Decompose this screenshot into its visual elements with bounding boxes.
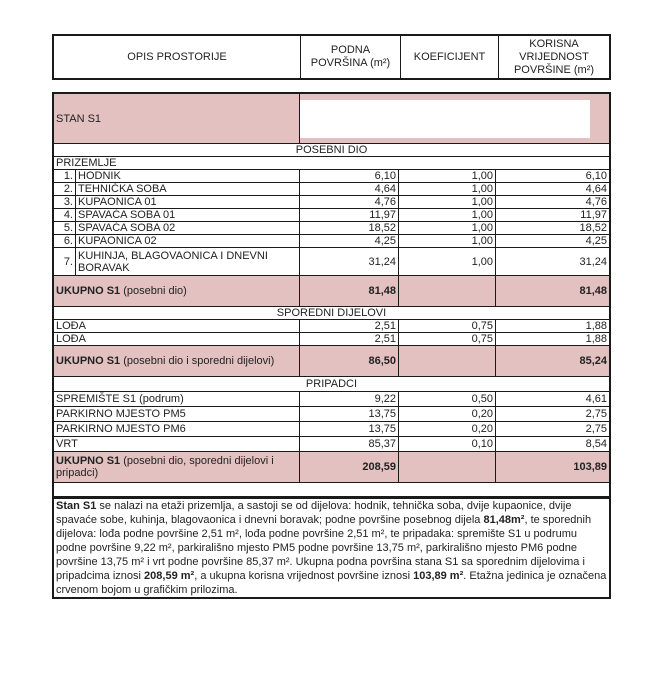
area-table xyxy=(52,92,611,599)
row-value: 2,75 xyxy=(585,408,607,420)
description-text xyxy=(54,497,609,597)
row-name: SPREMIŠTE S1 (podrum) xyxy=(54,392,300,406)
row-name: PARKIRNO MJESTO PM6 xyxy=(54,422,300,436)
header-podna xyxy=(301,36,401,78)
section-title-posebni: POSEBNI DIO xyxy=(295,144,368,156)
desc-text-1: se nalazi na etaži prizemlja, a sastoji se od dijelova: hodnik, tehnička soba, dvije kupaonice, dvije spavaće sobe, kuhinja, blagovaonica i dnevni boravak; podne površine posebnog dijela xyxy=(56,500,572,526)
row-index: 3. xyxy=(54,196,76,208)
row-area: 2,51 xyxy=(300,333,399,345)
row-index: 6. xyxy=(54,235,76,247)
blank-box xyxy=(300,100,590,138)
table-row xyxy=(54,196,609,209)
desc-bold-1: Stan S1 xyxy=(56,500,97,512)
row-coef: 0,75 xyxy=(399,320,496,332)
row-coef: 1,00 xyxy=(399,209,496,221)
table-row xyxy=(54,320,609,333)
total-coef-empty xyxy=(399,346,496,376)
row-coef: 1,00 xyxy=(399,196,496,208)
total-row-pripadci xyxy=(54,452,609,483)
row-name: SPAVAĆA SOBA 02 xyxy=(76,222,300,234)
header-opis xyxy=(54,36,301,78)
row-value: 4,61 xyxy=(585,393,607,405)
total-value: 85,24 xyxy=(579,355,607,367)
total-label xyxy=(54,276,300,306)
row-value: 8,54 xyxy=(585,438,607,450)
row-value: 18,52 xyxy=(579,222,607,234)
table-row xyxy=(54,333,609,346)
row-area: 13,75 xyxy=(300,407,399,421)
row-area: 4,25 xyxy=(300,235,399,247)
total-label xyxy=(54,452,300,482)
row-area: 13,75 xyxy=(300,422,399,436)
row-value: 1,88 xyxy=(585,320,607,332)
row-coef: 1,00 xyxy=(399,222,496,234)
row-name: VRT xyxy=(54,437,300,451)
table-row xyxy=(54,183,609,196)
table-row xyxy=(54,392,609,407)
row-coef: 1,00 xyxy=(399,248,496,275)
header-korisna xyxy=(499,36,609,78)
row-area: 31,24 xyxy=(300,248,399,275)
row-area: 9,22 xyxy=(300,392,399,406)
total-label xyxy=(54,346,300,376)
section-title-pripadci: PRIPADCI xyxy=(305,378,358,390)
header-podna-l1: PODNA xyxy=(330,44,371,56)
row-coef: 1,00 xyxy=(399,235,496,247)
row-area: 4,64 xyxy=(300,183,399,195)
row-area: 85,37 xyxy=(300,437,399,451)
row-value: 31,24 xyxy=(579,255,607,268)
row-name: KUPAONICA 01 xyxy=(76,196,300,208)
row-name: KUPAONICA 02 xyxy=(76,235,300,247)
row-value: 6,10 xyxy=(585,170,607,182)
row-coef: 0,20 xyxy=(399,407,496,421)
desc-bold-3: 208,59 m² xyxy=(144,570,195,582)
row-value: 4,64 xyxy=(585,183,607,195)
total-coef-empty xyxy=(399,452,496,482)
total-label-bold: UKUPNO S1 xyxy=(56,285,121,297)
row-area: 6,10 xyxy=(300,170,399,182)
total-label-rest: (posebni dio, sporedni dijelovi i pripadci) xyxy=(56,455,274,479)
row-value: 4,76 xyxy=(585,196,607,208)
desc-bold-4: 103,89 m² xyxy=(413,570,464,582)
desc-bold-2: 81,48m² xyxy=(483,514,525,526)
table-row xyxy=(54,235,609,248)
header-podna-label xyxy=(311,44,390,70)
total-value: 81,48 xyxy=(579,285,607,297)
section-title-sporedni: SPOREDNI DIJELOVI xyxy=(276,307,387,319)
row-name: SPAVAĆA SOBA 01 xyxy=(76,209,300,221)
table-row xyxy=(54,222,609,235)
table-row xyxy=(54,407,609,422)
total-label-rest: (posebni dio) xyxy=(120,285,187,297)
table-header xyxy=(52,34,611,80)
row-name: HODNIK xyxy=(76,170,300,182)
row-value: 4,25 xyxy=(585,235,607,247)
total-row-posebni xyxy=(54,276,609,307)
floor-label: PRIZEMLJE xyxy=(56,157,117,169)
row-name: TEHNIČKA SOBA xyxy=(76,183,300,195)
header-korisna-l2: VRIJEDNOST xyxy=(519,50,589,63)
table-row xyxy=(54,437,609,452)
total-area: 81,48 xyxy=(300,276,399,306)
row-coef: 1,00 xyxy=(399,170,496,182)
row-index: 7. xyxy=(54,248,76,275)
total-label-bold: UKUPNO S1 xyxy=(56,455,121,467)
row-coef: 0,10 xyxy=(399,437,496,451)
desc-text-2: , te sporednih dijelova: lođa podne površine 2,51 m², lođa podne površine 2,51 m², te pripadaka: spremište S1 u podrumu podne površine 9,22 m², parkirališno mjesto PM5 podne površine 13,75 m², parkirališno mjesto PM6 podne površine 13,75 m² i vrt podne površine 85,37 m². Ukupna podna površina stana S1 sa sporednim dijelovima i pripadcima iznosi xyxy=(56,514,592,582)
description-row xyxy=(54,497,609,597)
header-koeficijent xyxy=(401,36,499,78)
row-coef: 1,00 xyxy=(399,183,496,195)
unit-image-placeholder xyxy=(300,94,609,143)
spacer-row xyxy=(54,483,609,497)
row-value: 1,88 xyxy=(585,333,607,345)
row-area: 18,52 xyxy=(300,222,399,234)
row-value: 2,75 xyxy=(585,423,607,435)
desc-text-4: . Etažna jedinica je označena crvenom bojom u grafičkim prilozima. xyxy=(56,570,607,596)
total-value: 103,89 xyxy=(573,461,607,473)
total-row-sporedni xyxy=(54,346,609,377)
row-coef: 0,20 xyxy=(399,422,496,436)
total-coef-empty xyxy=(399,276,496,306)
table-row xyxy=(54,248,609,276)
total-area: 86,50 xyxy=(300,346,399,376)
row-name: LOĐA xyxy=(54,320,300,332)
row-name: PARKIRNO MJESTO PM5 xyxy=(54,407,300,421)
row-name: KUHINJA, BLAGOVAONICA I DNEVNI BORAVAK xyxy=(76,248,300,275)
table-row xyxy=(54,170,609,183)
header-opis-label: OPIS PROSTORIJE xyxy=(127,50,227,63)
header-podna-l2: POVRŠINA (m²) xyxy=(310,57,391,69)
row-area: 4,76 xyxy=(300,196,399,208)
header-koeficijent-label: KOEFICIJENT xyxy=(413,50,486,63)
row-area: 11,97 xyxy=(300,209,399,221)
desc-text-3: , a ukupna korisna vrijednost površine iznosi xyxy=(194,570,414,582)
table-row xyxy=(54,422,609,437)
row-area: 2,51 xyxy=(300,320,399,332)
row-index: 4. xyxy=(54,209,76,221)
total-label-bold: UKUPNO S1 xyxy=(56,355,121,367)
row-index: 5. xyxy=(54,222,76,234)
row-name: LOĐA xyxy=(54,333,300,345)
total-area: 208,59 xyxy=(300,452,399,482)
spacer-cell xyxy=(54,483,609,496)
table-row xyxy=(54,209,609,222)
total-label-rest: (posebni dio i sporedni dijelovi) xyxy=(120,355,275,367)
unit-row xyxy=(54,94,609,144)
row-index: 2. xyxy=(54,183,76,195)
row-value: 11,97 xyxy=(580,209,607,221)
row-coef: 0,50 xyxy=(399,392,496,406)
unit-label: STAN S1 xyxy=(54,94,300,143)
header-korisna-l3: POVRŠINE (m²) xyxy=(513,63,595,76)
header-korisna-label xyxy=(514,38,594,77)
header-korisna-l1: KORISNA xyxy=(529,37,579,50)
row-index: 1. xyxy=(54,170,76,182)
row-coef: 0,75 xyxy=(399,333,496,345)
